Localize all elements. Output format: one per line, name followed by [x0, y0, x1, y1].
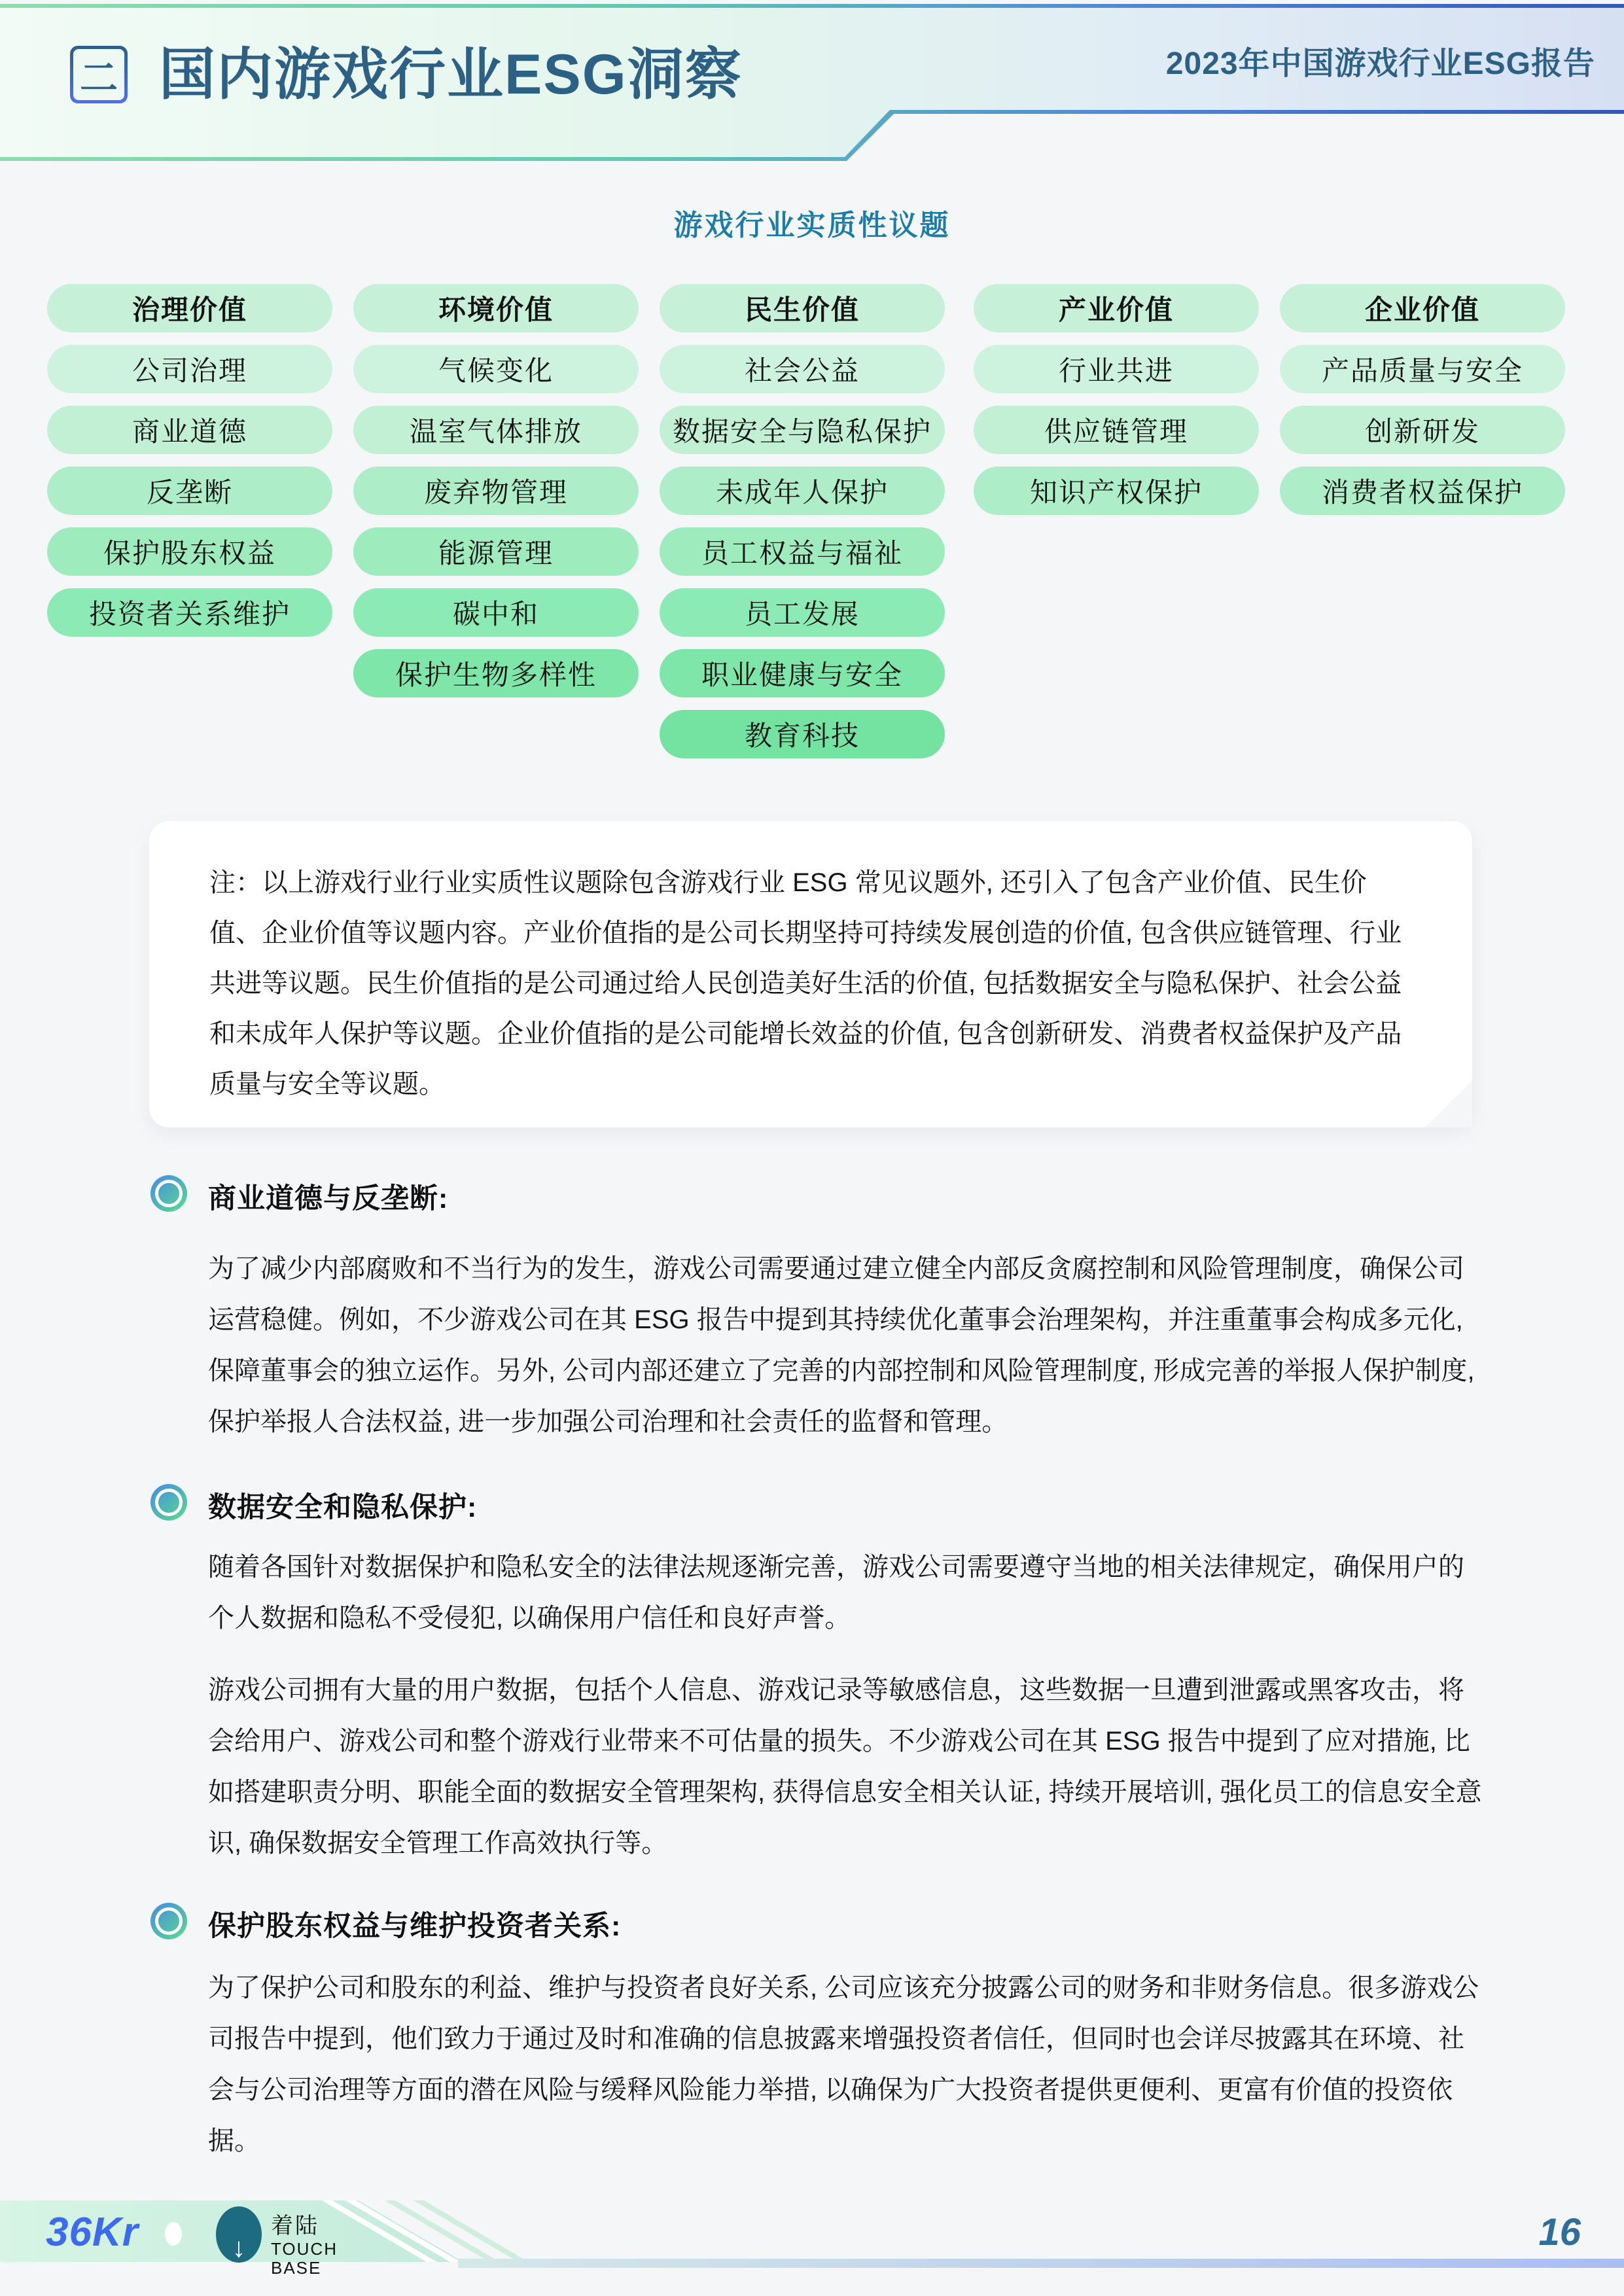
note-corner-cut: [1425, 1080, 1472, 1127]
matrix-topic-pill: 行业共进: [974, 345, 1259, 393]
matrix-topic-pill: 产品质量与安全: [1280, 345, 1565, 393]
matrix-topic-pill: 温室气体排放: [353, 406, 639, 454]
matrix-topic-pill: 员工发展: [660, 588, 945, 637]
section-heading-shareholder-rights: 保护股东权益与维护投资者关系:: [208, 1911, 622, 1942]
matrix-topic-pill: 知识产权保护: [974, 467, 1259, 515]
matrix-topic-pill: 能源管理: [353, 527, 639, 576]
matrix-topic-pill: 社会公益: [660, 345, 945, 393]
matrix-topic-pill: 保护股东权益: [47, 527, 332, 576]
matrix-topic-pill: 消费者权益保护: [1280, 467, 1565, 515]
section-paragraph: 为了保护公司和股东的利益、维护与投资者良好关系, 公司应该充分披露公司的财务和非财务信息。很多游戏公司报告中提到，他们致力于通过及时和准确的信息披露来增强投资者信任，但同时也会详尽披露其在环境、社会与公司治理等方面的潜在风险与缓释风险能力举措, 以确保为广大投资者提供更便利、更富有价值的投资依据。: [208, 1973, 1479, 2155]
section-paragraph: 为了减少内部腐败和不当行为的发生，游戏公司需要通过建立健全内部反贪腐控制和风险管理制度，确保公司运营稳健。例如，不少游戏公司在其 ESG 报告中提到其持续优化董事会治理架构，并注重董事会构成多元化, 保障董事会的独立运作。另外, 公司内部还建立了完善的内部控制和风险管理制度, 形成完善的举报人保护制度, 保护举报人合法权益, 进一步加强公司治理和社会责任的监督和管理。: [208, 1254, 1475, 1436]
matrix-column-header: 企业价值: [1280, 284, 1565, 332]
section-number: 二: [73, 49, 124, 100]
matrix-column-header: 民生价值: [660, 284, 945, 332]
matrix-topic-pill: 投资者关系维护: [47, 588, 332, 637]
down-arrow-icon: ↓: [232, 2232, 246, 2263]
matrix-topic-pill: 商业道德: [47, 406, 332, 454]
matrix-topic-pill: 员工权益与福祉: [660, 527, 945, 576]
matrix-topic-pill: 创新研发: [1280, 406, 1565, 454]
section-paragraph: 随着各国针对数据保护和隐私安全的法律法规逐渐完善，游戏公司需要遵守当地的相关法律规定，确保用户的个人数据和隐私不受侵犯, 以确保用户信任和良好声誉。: [208, 1553, 1464, 1633]
matrix-topic-pill: 废弃物管理: [353, 467, 639, 515]
note-text: 注：以上游戏行业行业实质性议题除包含游戏行业 ESG 常见议题外, 还引入了包含产业价值、民生价值、企业价值等议题内容。产业价值指的是公司长期坚持可持续发展创造的价值, 包含供应链管理、行业共进等议题。民生价值指的是公司通过给人民创造美好生活的价值, 包括数据安全与隐私保护、社会公益和未成年人保护等议题。企业价值指的是公司能增长效益的价值, 包含创新研发、消费者权益保护及产品质量与安全等议题。: [209, 868, 1402, 1099]
page-number: 16: [1538, 2211, 1581, 2253]
matrix-topic-pill: 反垄断: [47, 467, 332, 515]
matrix-topic-pill: 公司治理: [47, 345, 332, 393]
bullet-icon: [150, 1903, 187, 1939]
matrix-column-header: 产业价值: [974, 284, 1259, 332]
report-title: 2023年中国游戏行业ESG报告: [1165, 46, 1595, 81]
matrix-topic-pill: 数据安全与隐私保护: [660, 406, 945, 454]
36kr-logo: 36Kr: [46, 2210, 139, 2255]
matrix-title: 游戏行业实质性议题: [673, 209, 951, 241]
matrix-topic-pill: 碳中和: [353, 588, 639, 637]
matrix-column-header: 治理价值: [47, 284, 332, 332]
matrix-topic-pill: 教育科技: [660, 710, 945, 758]
touchbase-logo-icon: [216, 2206, 262, 2263]
bullet-icon: [150, 1175, 187, 1212]
matrix-column-header: 环境价值: [353, 284, 639, 332]
section-heading-data-privacy: 数据安全和隐私保护:: [208, 1492, 478, 1523]
touchbase-cn-label: 着陆: [271, 2214, 319, 2238]
matrix-topic-pill: 未成年人保护: [660, 467, 945, 515]
touchbase-en-line2: BASE: [271, 2258, 322, 2278]
bullet-icon: [150, 1484, 187, 1521]
matrix-topic-pill: 气候变化: [353, 345, 639, 393]
matrix-topic-pill: 职业健康与安全: [660, 649, 945, 698]
touchbase-en-line1: TOUCH: [271, 2239, 338, 2259]
footer-bottom-bar: [458, 2259, 1624, 2268]
note-box: [149, 821, 1472, 1127]
touchbase-logo-text: [271, 2208, 338, 2278]
section-paragraph: 游戏公司拥有大量的用户数据，包括个人信息、游戏记录等敏感信息，这些数据一旦遭到泄露或黑客攻击，将会给用户、游戏公司和整个游戏行业带来不可估量的损失。不少游戏公司在其 ESG 报告中提到了应对措施, 比如搭建职责分明、职能全面的数据安全管理架构, 获得信息安全相关认证, 持续开展培训, 强化员工的信息安全意识, 确保数据安全管理工作高效执行等。: [208, 1676, 1482, 1858]
page-title: 国内游戏行业ESG洞察: [159, 43, 743, 106]
section-number-box: [70, 46, 128, 103]
footer-dot: [165, 2222, 182, 2246]
section-heading-business-ethics: 商业道德与反垄断:: [208, 1183, 449, 1214]
matrix-topic-pill: 供应链管理: [974, 406, 1259, 454]
matrix-topic-pill: 保护生物多样性: [353, 649, 639, 698]
